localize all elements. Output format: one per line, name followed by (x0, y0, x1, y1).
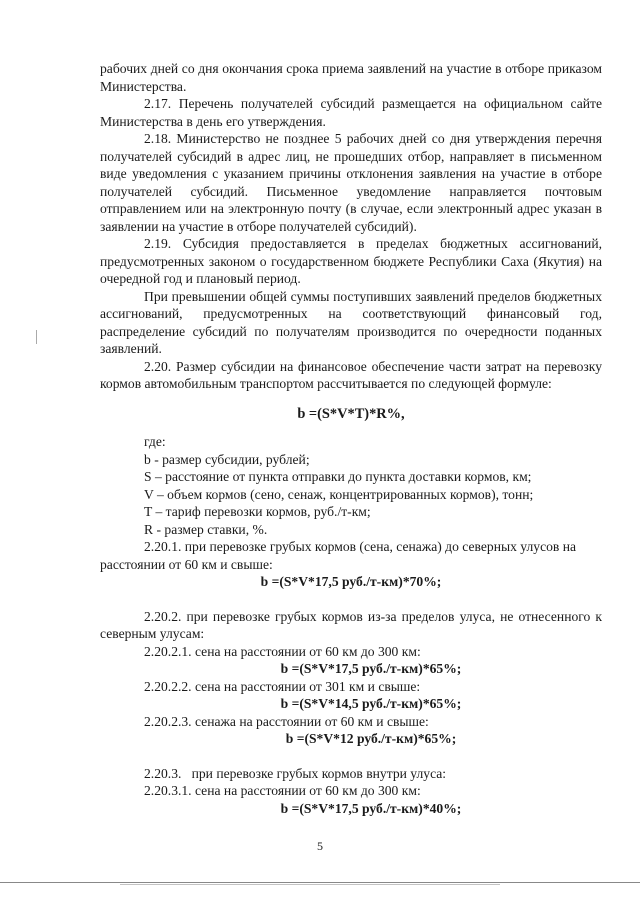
definition-v: V – объем кормов (сено, сенаж, концентрированных кормов), тонн; (144, 486, 534, 502)
item-2-20-2: 2.20.2. при перевозке грубых кормов из-за пределов улуса, не отнесенного к северным улусам: (100, 608, 602, 641)
formula-2-20-1: b =(S*V*17,5 руб./т-км)*70%; (260, 574, 442, 589)
formula-2-20-3-1: b =(S*V*17,5 руб./т-км)*40%; (280, 800, 462, 816)
paragraph-2-20: 2.20. Размер субсидии на финансовое обеспечение части затрат на перевозку кормов автомобильным транспортом рассчитывается по следующей формуле: (100, 358, 602, 391)
paragraph-2-18: 2.18. Министерство не позднее 5 рабочих дней со дня утверждения перечня получателей субсидий в адрес лиц, не прошедших отбор, направляет в письменном виде уведомления с указанием причины отклонения заявления на участие в отборе получателей субсидий. Письменное уведомление направляется почтовым отправлением или на электронную почту (в случае, если электронный адрес указан в заявлении на участие в отборе получателей субсидий). (100, 131, 602, 234)
formula-2-20-2-3: b =(S*V*12 руб./т-км)*65%; (285, 731, 457, 746)
page-number: 5 (317, 839, 323, 853)
item-2-20-2-3: 2.20.2.3. сенажа на расстоянии от 60 км и свыше: (144, 713, 429, 729)
paragraph-2-17: 2.17. Перечень получателей субсидий размещается на официальном сайте Министерства в день его утверждения. (100, 96, 602, 129)
spacer (100, 591, 602, 608)
formula-2-20-2-1: b =(S*V*17,5 руб./т-км)*65%; (280, 661, 462, 676)
scan-edge-line-secondary (120, 884, 500, 885)
spacer (100, 748, 602, 765)
item-2-20-3: 2.20.3. при перевозке грубых кормов внутри улуса: (144, 765, 447, 781)
formula-2-20-2-2: b =(S*V*14,5 руб./т-км)*65%; (280, 696, 462, 711)
definition-b: b - размер субсидии, рублей; (144, 451, 310, 467)
item-2-20-3-1: 2.20.3.1. сена на расстоянии от 60 км до 300 км: (144, 783, 421, 798)
scan-margin-mark (36, 330, 37, 344)
scan-edge-line (0, 882, 640, 883)
main-formula: b =(S*V*T)*R%, (297, 405, 405, 422)
definition-t: T – тариф перевозки кормов, руб./т-км; (144, 504, 371, 519)
item-2-20-2-2: 2.20.2.2. сена на расстоянии от 301 км и свыше: (144, 678, 421, 694)
definition-s: S – расстояние от пункта отправки до пункта доставки кормов, км; (144, 469, 532, 484)
paragraph-2-19: 2.19. Субсидия предоставляется в пределах бюджетных ассигнований, предусмотренных законом о государственном бюджете Республики Саха (Якутия) на очередной год и плановый период. (100, 236, 602, 286)
where-label: где: (144, 434, 166, 449)
item-2-20-2-1: 2.20.2.1. сена на расстоянии от 60 км до 300 км: (144, 643, 421, 659)
paragraph-continuation: рабочих дней со дня окончания срока приема заявлений на участие в отборе приказом Министерства. (100, 61, 602, 94)
item-2-20-1: 2.20.1. при перевозке грубых кормов (сена, сенажа) до северных улусов на расстоянии от 60 км и свыше: (100, 539, 577, 572)
document-page (100, 60, 602, 817)
paragraph-excess: При превышении общей суммы поступивших заявлений пределов бюджетных ассигнований, предусмотренных на соответствующий финансовый год, распределение субсидий по получателям производится по очередности поданных заявлений. (100, 288, 602, 356)
definition-r: R - размер ставки, %. (144, 521, 268, 537)
